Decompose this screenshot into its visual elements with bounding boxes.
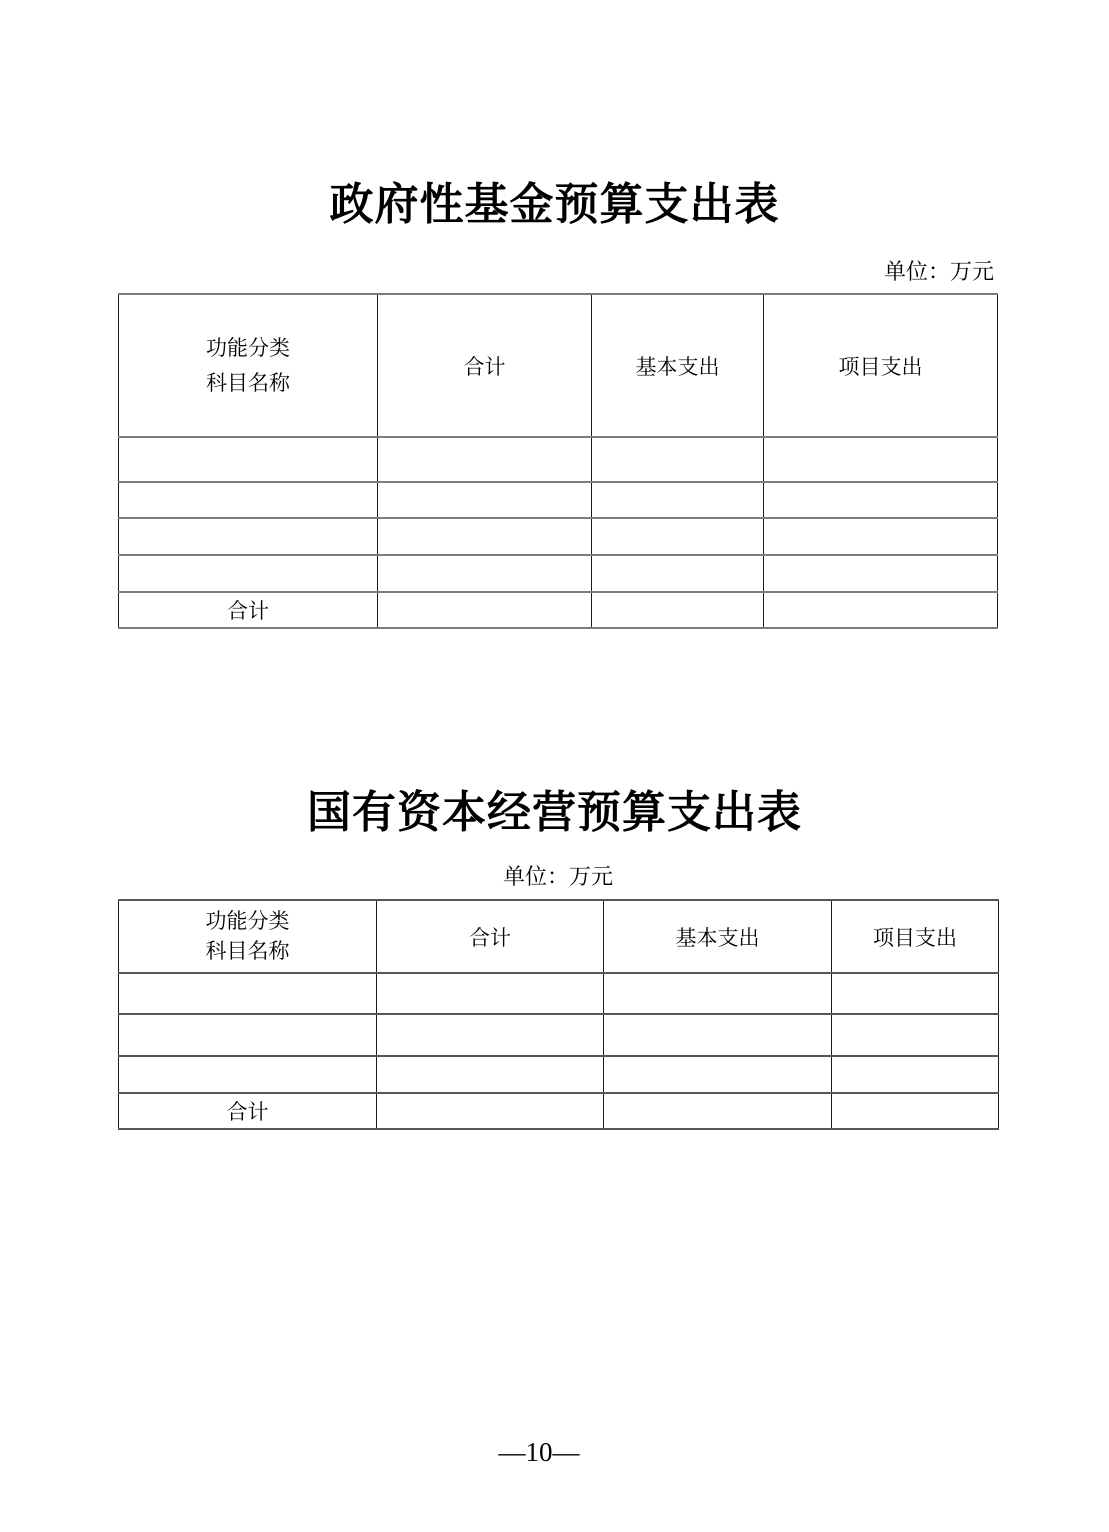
header-cell-project-expenditure: 项目支出 <box>832 900 999 973</box>
empty-cell <box>119 555 378 592</box>
page-number: —10— <box>498 1437 580 1467</box>
total-value-cell <box>377 1093 604 1129</box>
empty-cell <box>832 973 999 1014</box>
gov-fund-budget-table-title: 政府性基金预算支出表 <box>329 180 780 229</box>
total-value-cell <box>604 1093 832 1129</box>
state-capital-budget-table <box>118 899 999 1130</box>
table-row <box>119 1014 999 1056</box>
empty-cell <box>119 1056 377 1093</box>
header-cell-total: 合计 <box>377 900 604 973</box>
table-row <box>119 482 998 518</box>
state-capital-unit-label: 单位：万元 <box>502 864 613 889</box>
empty-cell <box>119 437 378 482</box>
total-label-cell: 合计 <box>119 1093 377 1129</box>
empty-cell <box>592 482 764 518</box>
empty-cell <box>119 518 378 555</box>
total-value-cell <box>378 592 592 628</box>
header-cell-basic-expenditure: 基本支出 <box>592 294 764 437</box>
total-row <box>119 1093 999 1129</box>
total-value-cell <box>592 592 764 628</box>
header-label-line2: 科目名称 <box>206 371 290 395</box>
table-header-row <box>119 294 998 437</box>
total-value-cell <box>764 592 998 628</box>
empty-cell <box>604 973 832 1014</box>
header-label-line1: 功能分类 <box>205 909 290 933</box>
header-label-line1: 功能分类 <box>206 336 290 360</box>
empty-cell <box>592 518 764 555</box>
table-header-row <box>119 900 999 973</box>
header-cell-total: 合计 <box>378 294 592 437</box>
empty-cell <box>378 437 592 482</box>
empty-cell <box>378 555 592 592</box>
table-row <box>119 1056 999 1093</box>
table-row <box>119 555 998 592</box>
total-row <box>119 592 998 628</box>
empty-cell <box>592 437 764 482</box>
empty-cell <box>832 1014 999 1056</box>
empty-cell <box>764 518 998 555</box>
empty-cell <box>377 1014 604 1056</box>
empty-cell <box>764 482 998 518</box>
gov-fund-unit-label: 单位：万元 <box>883 259 994 284</box>
empty-cell <box>604 1056 832 1093</box>
empty-cell <box>377 1056 604 1093</box>
total-label-cell: 合计 <box>119 592 378 628</box>
empty-cell <box>604 1014 832 1056</box>
empty-cell <box>378 518 592 555</box>
table-row <box>119 437 998 482</box>
table-row <box>119 518 998 555</box>
header-cell-basic-expenditure: 基本支出 <box>604 900 832 973</box>
header-cell-function-category <box>119 900 377 973</box>
total-value-cell <box>832 1093 999 1129</box>
empty-cell <box>764 437 998 482</box>
header-cell-project-expenditure: 项目支出 <box>764 294 998 437</box>
empty-cell <box>764 555 998 592</box>
empty-cell <box>832 1056 999 1093</box>
header-label-line2: 科目名称 <box>205 939 290 963</box>
empty-cell <box>377 973 604 1014</box>
empty-cell <box>119 482 378 518</box>
header-cell-function-category <box>119 294 378 437</box>
empty-cell <box>378 482 592 518</box>
empty-cell <box>119 973 377 1014</box>
table-row <box>119 973 999 1014</box>
gov-fund-budget-table <box>118 293 998 629</box>
empty-cell <box>592 555 764 592</box>
state-capital-budget-table-title: 国有资本经营预算支出表 <box>307 788 802 837</box>
empty-cell <box>119 1014 377 1056</box>
